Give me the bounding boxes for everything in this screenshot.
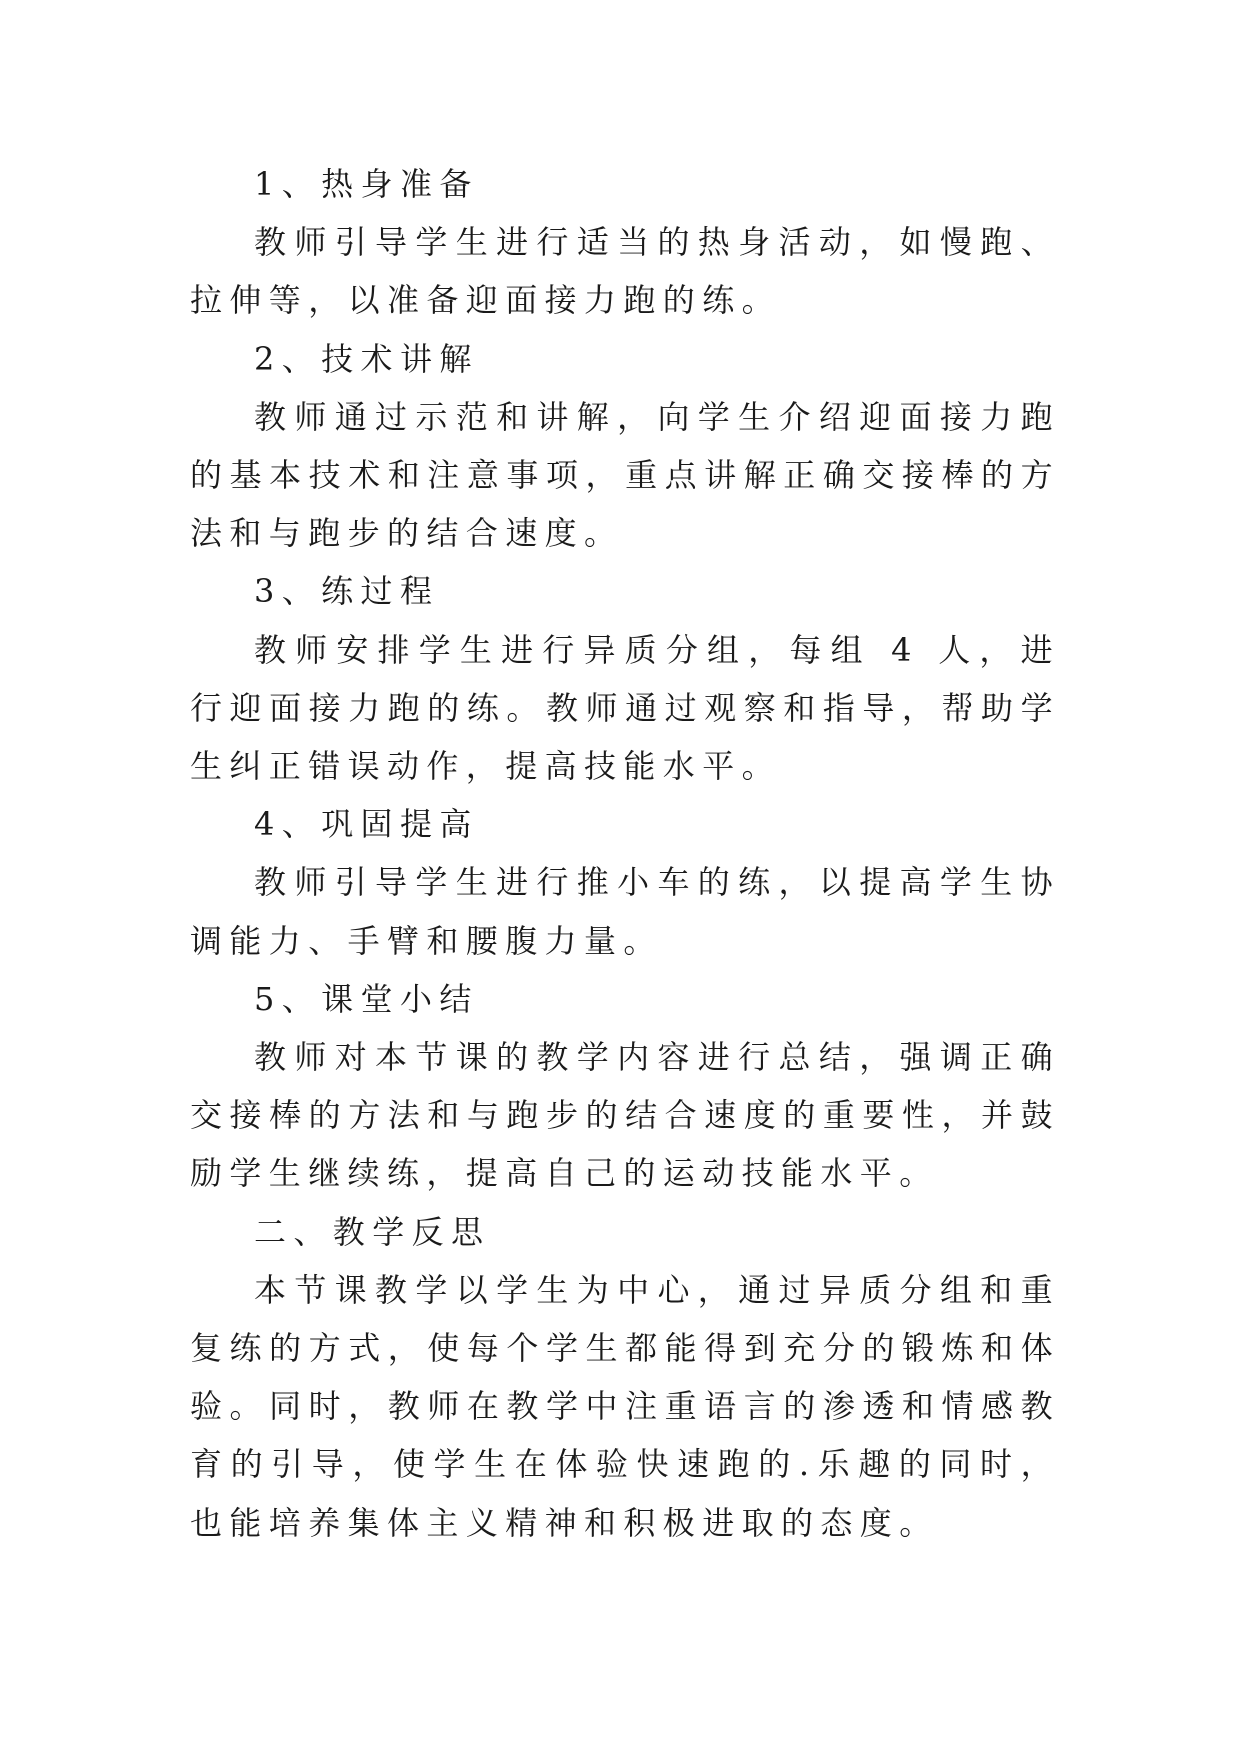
section-body-summary: 教师对本节课的教学内容进行总结，强调正确交接棒的方法和与跑步的结合速度的重要性，并鼓励学生继续练，提高自己的运动技能水平。 [190,1038,1060,1193]
section-body-technique: 教师通过示范和讲解，向学生介绍迎面接力跑的基本技术和注意事项，重点讲解正确交接棒的方法和与跑步的结合速度。 [190,397,1060,553]
section-body-warmup: 教师引导学生进行适当的热身活动，如慢跑、拉伸等，以准备迎面接力跑的练。 [190,223,1060,320]
document-page [190,155,1060,1552]
section-heading-reflection: 二、教学反思 [254,1212,491,1251]
section-heading-practice: 3、练过程 [254,572,440,611]
section-heading-summary: 5、课堂小结 [254,979,479,1018]
section-heading-technique: 2、技术讲解 [254,339,479,378]
section-heading-consolidate: 4、巩固提高 [254,805,479,844]
section-body-practice: 教师安排学生进行异质分组，每组 4 人，进行迎面接力跑的练。教师通过观察和指导，帮助学生纠正错误动作，提高技能水平。 [190,630,1060,786]
section-body-reflection: 本节课教学以学生为中心，通过异质分组和重复练的方式，使每个学生都能得到充分的锻炼和体验。同时，教师在教学中注重语言的渗透和情感教育的引导，使学生在体验快速跑的.乐趣的同时，也能培养集体主义精神和积极进取的态度。 [190,1270,1060,1542]
section-body-consolidate: 教师引导学生进行推小车的练，以提高学生协调能力、手臂和腰腹力量。 [190,863,1060,960]
section-heading-warmup: 1、热身准备 [254,165,479,203]
